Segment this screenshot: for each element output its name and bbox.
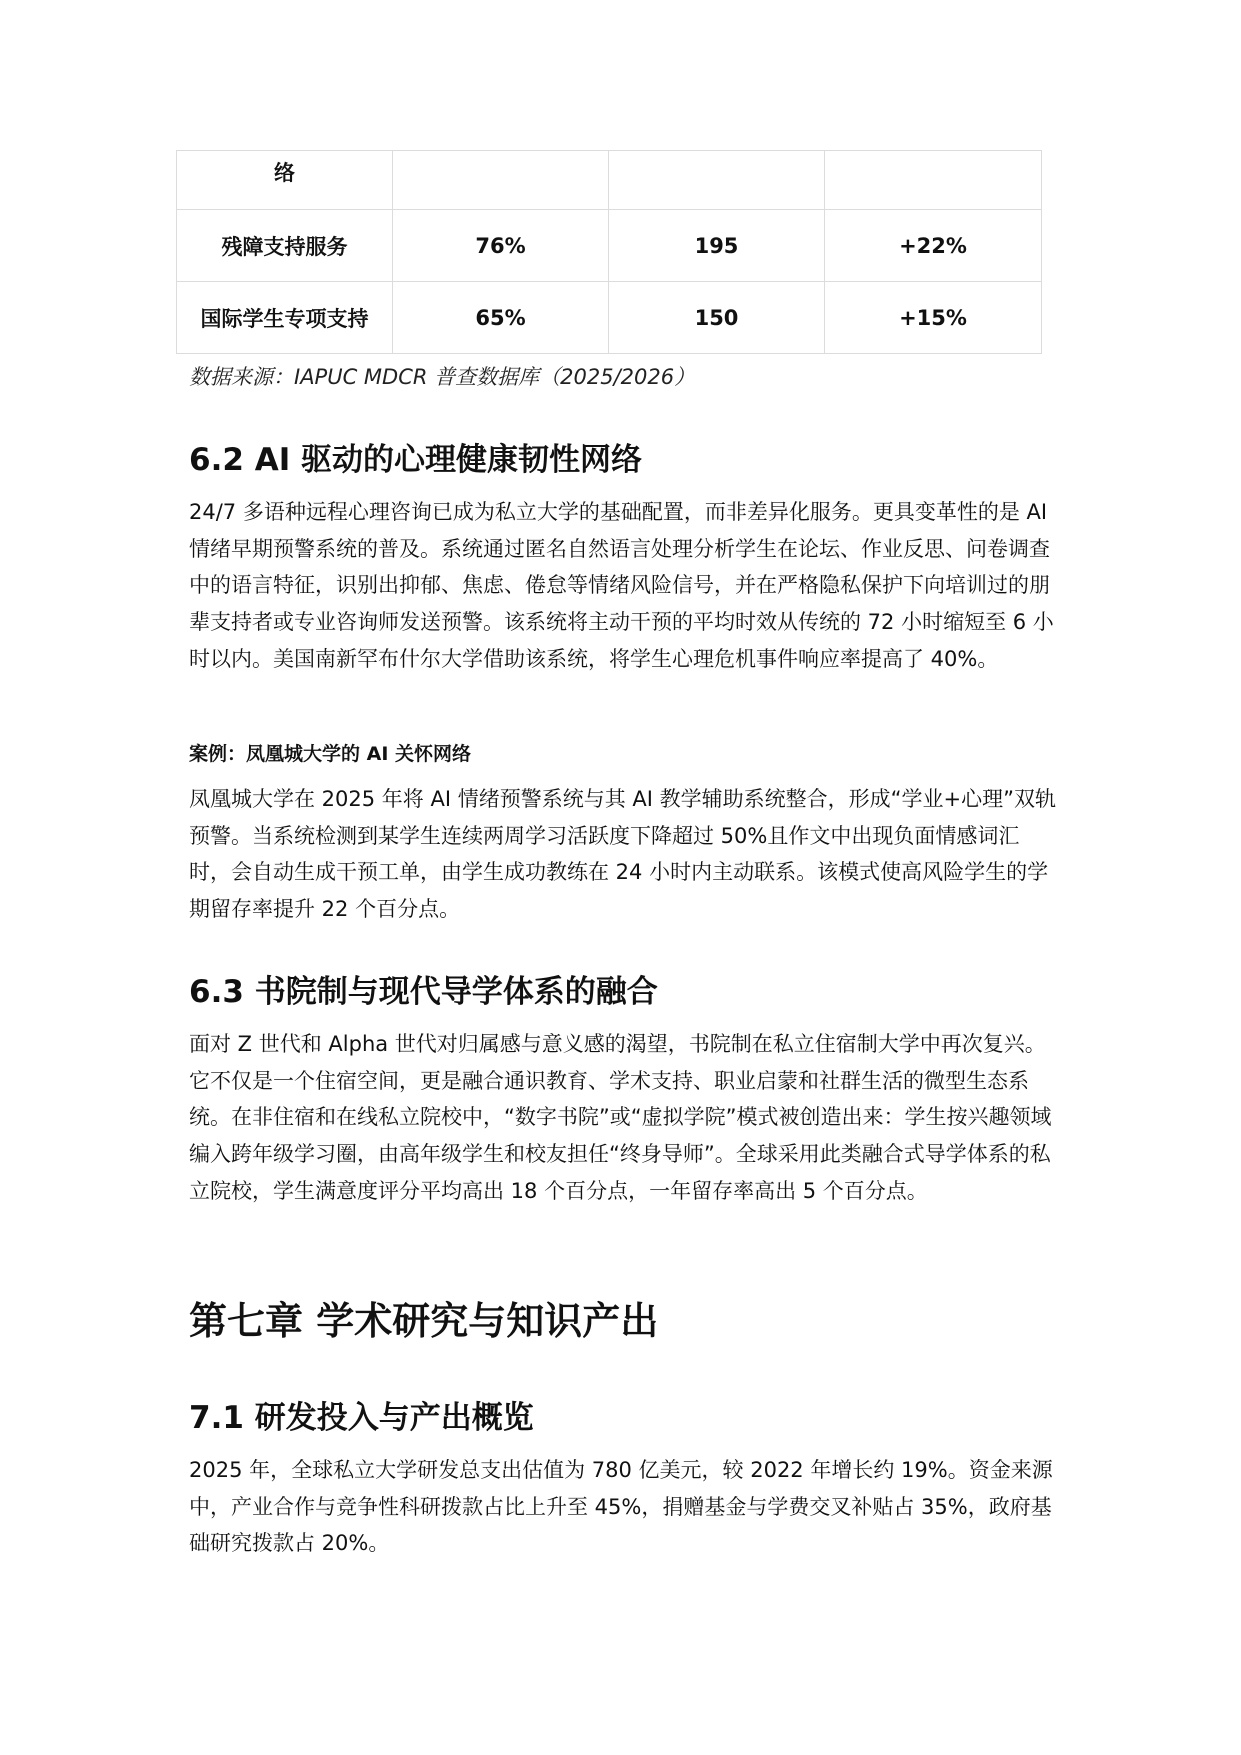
section-6-2-paragraph: 24/7 多语种远程心理咨询已成为私立大学的基础配置，而非差异化服务。更具变革性的是 AI 情绪早期预警系统的普及。系统通过匿名自然语言处理分析学生在论坛、作业反思、问卷调查中的语言特征，识别出抑郁、焦虑、倦怠等情绪风险信号，并在严格隐私保护下向培训过的朋辈支持者或专业咨询师发送预警。该系统将主动干预的平均时效从传统的 72 小时缩短至 6 小时以内。美国南新罕布什尔大学借助该系统，将学生心理危机事件响应率提高了 40%。: [189, 500, 1054, 671]
section-6-3-heading: 6.3 书院制与现代导学体系的融合: [189, 974, 658, 1010]
table-row: [177, 210, 1042, 282]
table-cell-count: [609, 151, 825, 210]
table-cell-growth: +15%: [825, 282, 1042, 354]
table-cell-service: 国际学生专项支持: [177, 282, 393, 354]
table-cell-service: 络: [177, 151, 393, 210]
section-7-1-heading: 7.1 研发投入与产出概览: [189, 1400, 534, 1436]
table-cell-growth: +22%: [825, 210, 1042, 282]
table-cell-count: 150: [609, 282, 825, 354]
case-study-paragraph: 凤凰城大学在 2025 年将 AI 情绪预警系统与其 AI 教学辅助系统整合，形成“学业+心理”双轨预警。当系统检测到某学生连续两周学习活跃度下降超过 50%且作文中出现负面情感词汇时，会自动生成干预工单，由学生成功教练在 24 小时内主动联系。该模式使高风险学生的学期留存率提升 22 个百分点。: [189, 787, 1056, 922]
table-cell-count: 195: [609, 210, 825, 282]
table-cell-rate: 65%: [393, 282, 609, 354]
case-study-title: 案例：凤凰城大学的 AI 关怀网络: [189, 743, 472, 765]
section-6-2-heading: 6.2 AI 驱动的心理健康韧性网络: [189, 442, 643, 478]
table-row: [177, 151, 1042, 210]
table-cell-growth: [825, 151, 1042, 210]
table-cell-rate: 76%: [393, 210, 609, 282]
section-6-3-paragraph: 面对 Z 世代和 Alpha 世代对归属感与意义感的渴望，书院制在私立住宿制大学中再次复兴。它不仅是一个住宿空间，更是融合通识教育、学术支持、职业启蒙和社群生活的微型生态系统。在非住宿和在线私立院校中，“数字书院”或“虚拟学院”模式被创造出来：学生按兴趣领域编入跨年级学习圈，由高年级学生和校友担任“终身导师”。全球采用此类融合式导学体系的私立院校，学生满意度评分平均高出 18 个百分点，一年留存率高出 5 个百分点。: [189, 1032, 1052, 1203]
table-cell-service: 残障支持服务: [177, 210, 393, 282]
section-7-1-paragraph: 2025 年，全球私立大学研发总支出估值为 780 亿美元，较 2022 年增长约 19%。资金来源中，产业合作与竞争性科研拨款占比上升至 45%，捐赠基金与学费交叉补贴占 35%，政府基础研究拨款占 20%。: [189, 1458, 1053, 1556]
table-cell-rate: [393, 151, 609, 210]
chapter-7-title: 第七章 学术研究与知识产出: [189, 1299, 659, 1343]
table-source-note: 数据来源：IAPUC MDCR 普查数据库（2025/2026）: [189, 365, 696, 389]
support-services-table: [176, 150, 1042, 354]
table-row: [177, 282, 1042, 354]
